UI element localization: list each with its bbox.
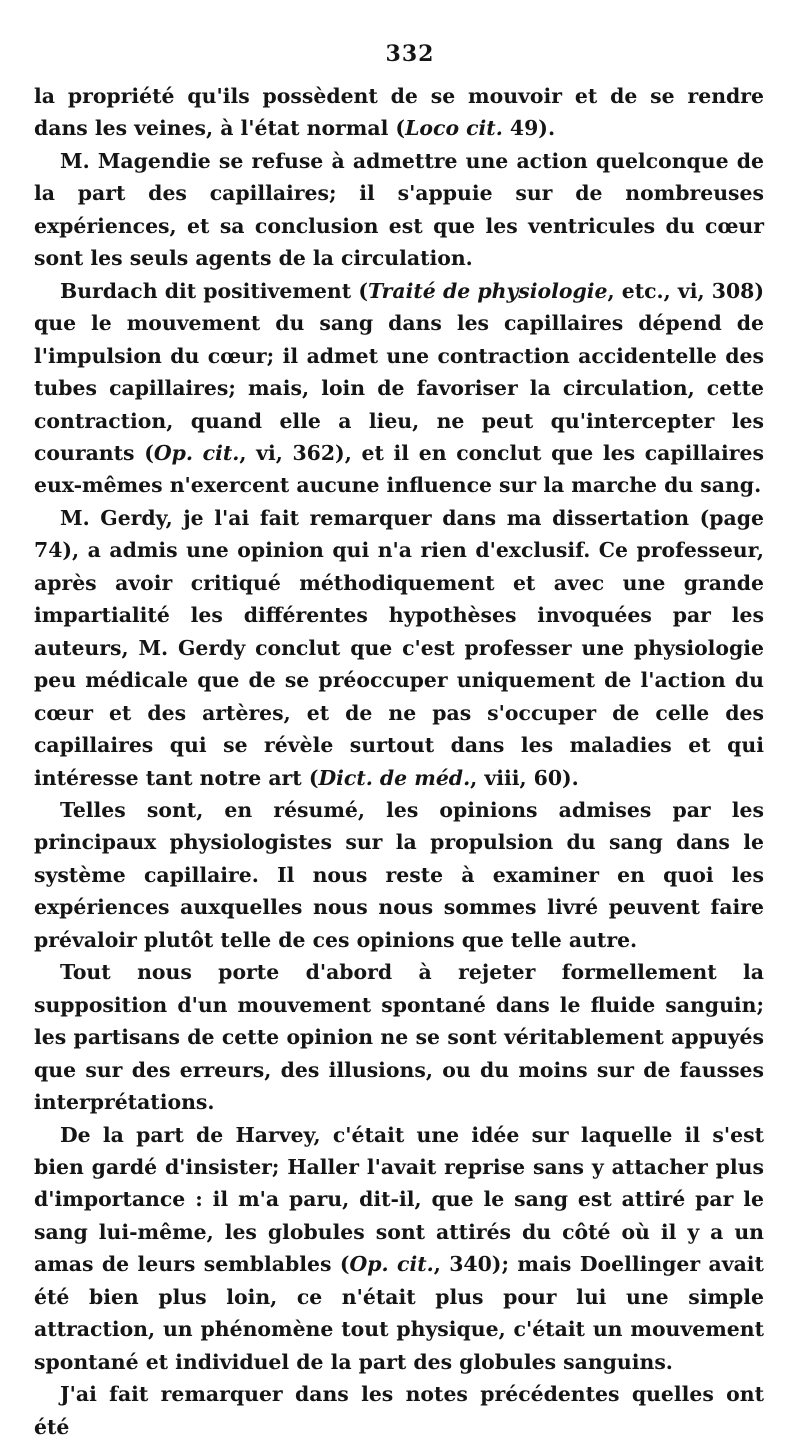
italic-citation: Op. cit. — [349, 1252, 434, 1277]
paragraph — [34, 502, 764, 794]
text-run: , viii, 60). — [470, 765, 579, 790]
text-run: la propriété qu'ils possèdent de se mouvoir et de se rendre dans les veines, à l'état normal ( — [34, 84, 764, 141]
text-run: , etc., vi, 308) que le mouvement du sang dans les capillaires dépend de l'impulsion du cœur; il admet une contraction accidentelle des tubes capillaires; mais, loin de favoriser la circulation, cette contraction, quand elle a lieu, ne peut qu'intercepter les courants ( — [34, 278, 764, 465]
text-run: De la part de Harvey, c'était une idée sur laquelle il s'est bien gardé d'insister; Haller l'avait reprise sans y attacher plus d'importance : il m'a paru, dit-il, que le sang est attiré par le sang lui-même, les globules sont attirés du côté où il y a un amas de leurs semblables ( — [34, 1122, 764, 1277]
paragraph — [34, 1378, 764, 1443]
paragraph — [34, 956, 764, 1118]
text-run: M. Magendie se refuse à admettre une action quelconque de la part des capillaires; il s'appuie sur de nombreuses expériences, et sa conclusion est que les ventricules du cœur sont les seuls agents de la circulation. — [34, 148, 764, 271]
paragraph — [34, 275, 764, 502]
paragraph — [34, 80, 764, 145]
text-run: J'ai fait remarquer dans les notes précédentes quelles ont été — [34, 1382, 764, 1439]
italic-citation: Loco cit. — [405, 116, 503, 141]
body-text — [34, 80, 764, 1443]
paragraph — [34, 1119, 764, 1379]
text-run: Telles sont, en résumé, les opinions admises par les principaux physiologistes sur la propulsion du sang dans le système capillaire. Il nous reste à examiner en quoi les expériences auxquelles nous nous sommes livré peuvent faire prévaloir plutôt telle de ces opinions que telle autre. — [34, 797, 764, 952]
text-run: , vi, 362), et il en conclut que les capillaires eux-mêmes n'exercent aucune influence sur la marche du sang. — [34, 440, 764, 498]
text-run: , 340); mais Doellinger avait été bien plus loin, ce n'était plus pour lui une simple attraction, un phénomène tout physique, c'était un mouvement spontané et individuel de la part des globules sanguins. — [34, 1252, 764, 1374]
paragraph — [34, 145, 764, 275]
italic-citation: Traité de physiologie — [367, 278, 608, 303]
text-run: Burdach dit positivement ( — [60, 278, 368, 303]
text-run: 49). — [502, 116, 556, 141]
italic-citation: Op. cit. — [153, 440, 240, 465]
paragraph — [34, 794, 764, 956]
text-run: M. Gerdy, je l'ai fait remarquer dans ma dissertation (page 74), a admis une opinion qui n'a rien d'exclusif. Ce professeur, après avoir critiqué méthodiquement et avec une grande impartialité les différentes hypothèses invoquées par les auteurs, M. Gerdy conclut que c'est professer une physiologie peu médicale que de se préoccuper uniquement de l'action du cœur et des artères, et de ne pas s'occuper de celle des capillaires qui se révèle surtout dans les maladies et qui intéresse tant notre art ( — [34, 505, 764, 790]
page-number: 332 — [385, 41, 435, 67]
italic-citation: Dict. de méd. — [318, 765, 471, 790]
text-run: Tout nous porte d'abord à rejeter formellement la supposition d'un mouvement spontané dans le fluide sanguin; les partisans de cette opinion ne se sont véritablement appuyés que sur des erreurs, des illusions, ou du moins sur de fausses interprétations. — [34, 960, 764, 1115]
